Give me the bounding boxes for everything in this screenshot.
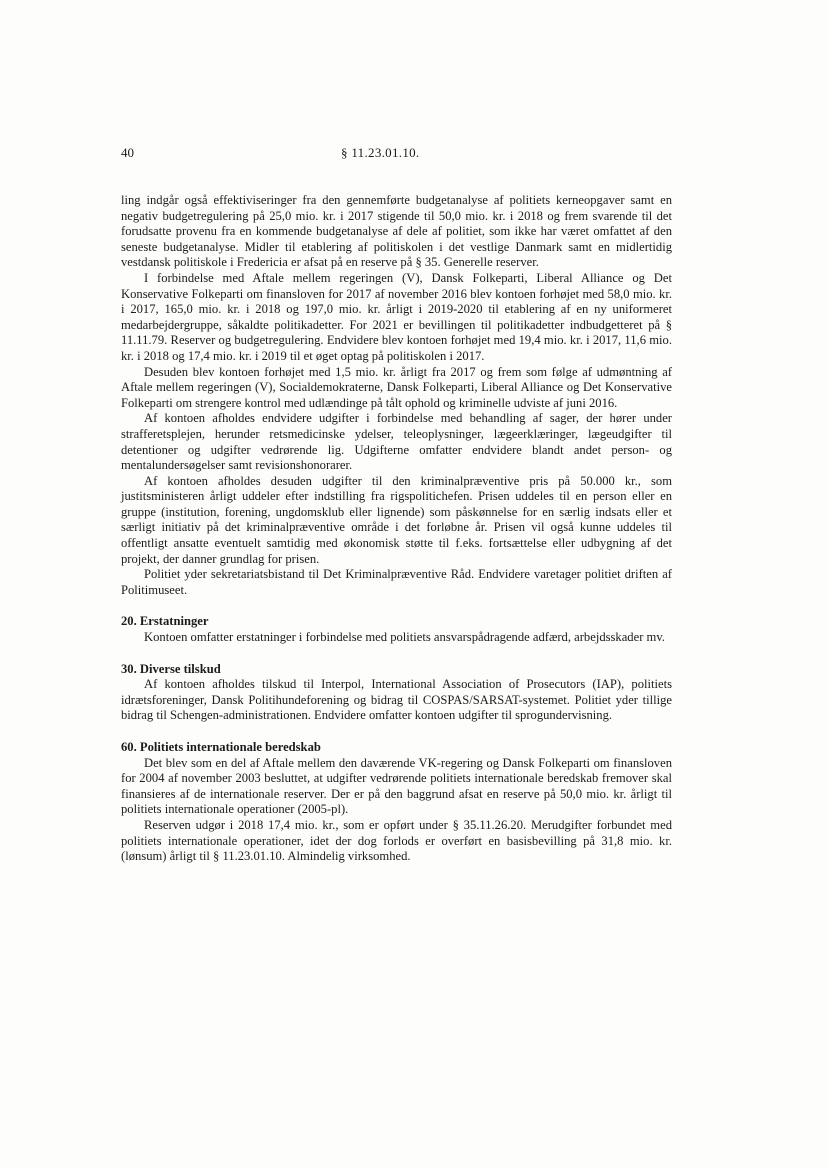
section-heading: 30. Diverse tilskud [121, 661, 221, 676]
paragraph: Reserven udgør i 2018 17,4 mio. kr., som er opført under § 35.11.26.20. Merudgifter forbundet med politiets internationale operationer, idet der dog forlods er overført en basisbevilling på 31,8 mio. kr. (lønsum) årligt til § 11.23.01.10. Almindelig virksomhed. [121, 817, 672, 864]
paragraph: ling indgår også effektiviseringer fra den gennemførte budgetanalyse af politiets kerneopgaver samt en negativ budgetregulering på 25,0 mio. kr. i 2017 stigende til 50,0 mio. kr. i 2018 og frem svarende til det forudsatte provenu fra en kommende budgetanalyse af dele af politiet, som ikke har været omfattet af den seneste budgetanalyse. Midler til etablering af politiskolen i det vestlige Danmark samt en midlertidig vestdansk politiskole i Fredericia er afsat på en reserve på § 35. Generelle reserver. [121, 193, 672, 270]
section-diverse-tilskud [121, 662, 672, 724]
paragraph: Politiet yder sekretariatsbistand til Det Kriminalpræventive Råd. Endvidere varetager politiet driften af Politimuseet. [121, 567, 672, 597]
section-erstatninger [121, 614, 672, 645]
paragraph: I forbindelse med Aftale mellem regeringen (V), Dansk Folkeparti, Liberal Alliance og Det Konservative Folkeparti om finansloven for 2017 af november 2016 blev kontoen forhøjet med 58,0 mio. kr. i 2017, 165,0 mio. kr. i 2018 og 197,0 mio. kr. årligt i 2019-2020 til etablering af en ny uniformeret medarbejdergruppe, såkaldte politikadetter. For 2021 er bevillingen til politikadetter indbudgetteret på § 11.11.79. Reserver og budgetregulering. Endvidere blev kontoen forhøjet med 19,4 mio. kr. i 2017, 11,6 mio. kr. i 2018 og 17,4 mio. kr. i 2019 til et øget optag på politiskolen i 2017. [121, 270, 672, 363]
paragraph: Kontoen omfatter erstatninger i forbindelse med politiets ansvarspådragende adfærd, arbejdsskader mv. [144, 630, 665, 645]
paragraph: Af kontoen afholdes tilskud til Interpol, International Association of Prosecutors (IAP), politiets idrætsforeninger, Dansk Politihundeforening og bidrag til COSPAS/SARSAT-systemet. Politiet yder tillige bidrag til Schengen-administrationen. Endvidere omfatter kontoen udgifter til sprogundervisning. [121, 677, 672, 723]
paragraph: Det blev som en del af Aftale mellem den daværende VK-regering og Dansk Folkeparti om finansloven for 2004 af november 2003 besluttet, at udgifter vedrørende politiets internationale beredskab fremover skal finansieres af de internationale reserver. Der er på den baggrund afsat en reserve på 50,0 mio. kr. årligt til politiets internationale operationer (2005-pl). [121, 755, 672, 817]
document-body [121, 193, 672, 865]
page-number: 40 [121, 145, 134, 160]
page-header [121, 145, 671, 165]
paragraph: Af kontoen afholdes desuden udgifter til den kriminalpræventive pris på 50.000 kr., som justitsministeren årligt uddeler efter indstilling fra rigspolitichefen. Prisen uddeles til en person eller en gruppe (institution, forening, ungdomsklub eller lignende) som påskønnelse for en særlig indsats eller et særligt initiativ på det kriminalpræventive område i det forløbne år. Prisen vil også kunne uddeles til offentligt ansatte eventuelt samtidig med økonomisk støtte til f.eks. fortsættelse eller udbygning af det projekt, der danner grundlag for prisen. [121, 473, 672, 566]
section-internationale-beredskab [121, 740, 672, 865]
section-heading: 60. Politiets internationale beredskab [121, 740, 321, 754]
paragraph: Desuden blev kontoen forhøjet med 1,5 mio. kr. årligt fra 2017 og frem som følge af udmøntning af Aftale mellem regeringen (V), Socialdemokraterne, Dansk Folkeparti, Liberal Alliance og Det Konservative Folkeparti om strengere kontrol med udlændinge på tålt ophold og kriminelle udviste af juni 2016. [121, 364, 672, 410]
section-reference: § 11.23.01.10. [341, 145, 420, 160]
paragraph: Af kontoen afholdes endvidere udgifter i forbindelse med behandling af sager, der hører under strafferetsplejen, herunder retsmedicinske ydelser, teleoplysninger, lægeerklæringer, lægeudgifter til detentioner og udgifter vedrørende lig. Udgifterne omfatter endvidere blandt andet person- og mentalundersøgelser samt revisionshonorarer. [121, 411, 672, 473]
section-heading: 20. Erstatninger [121, 614, 209, 629]
